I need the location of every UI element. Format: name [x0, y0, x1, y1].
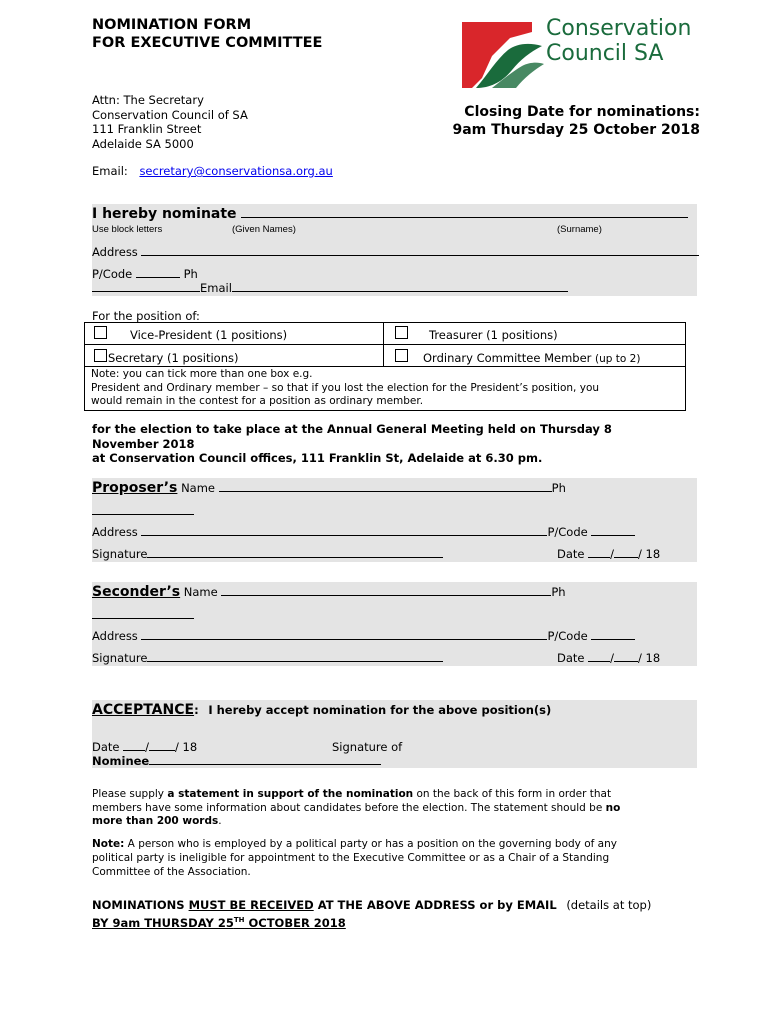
proposer-phone-row — [92, 504, 194, 518]
acceptance-nominee-row: Nominee — [92, 754, 381, 768]
surname-hint: (Surname) — [557, 224, 602, 235]
position-cell-vice-president: Vice-President (1 positions) — [85, 323, 384, 345]
eligibility-note: Note: A person who is employed by a political party or has a position on the governing body of any political party is ineligible for appointment to the Executive Committee or as a Chair of a Standing Committee of the Association. — [92, 838, 617, 878]
proposer-name-field[interactable] — [219, 481, 552, 492]
proposer-signature-row: Signature — [92, 547, 443, 561]
position-cell-secretary: Secretary (1 positions) — [85, 345, 384, 367]
position-cell-treasurer: Treasurer (1 positions) — [384, 323, 686, 345]
proposer-name-row: Proposer’s Name Ph — [92, 480, 566, 496]
nominee-address-field[interactable] — [141, 245, 699, 256]
proposer-address-row: Address P/Code — [92, 525, 635, 539]
nominee-pcode-field[interactable] — [136, 267, 180, 278]
nominee-pcode-row: P/Code Ph — [92, 267, 198, 281]
nominee-name-field[interactable] — [241, 207, 688, 218]
seconder-phone-field[interactable] — [92, 608, 194, 619]
position-label: For the position of: — [92, 309, 200, 323]
position-note: Note: you can tick more than one box e.g. President and Ordinary member – so that if you lost the election for the President’s position, you would remain in the contest for a position as ordinary member. — [85, 367, 686, 411]
nominee-address-row: Address — [92, 245, 699, 259]
seconder-date-row: Date / / 18 — [557, 651, 661, 665]
seconder-date-day[interactable] — [588, 651, 610, 662]
proposer-date-day[interactable] — [588, 547, 610, 558]
seconder-address-field[interactable] — [141, 629, 547, 640]
proposer-signature-field[interactable] — [147, 547, 443, 558]
nominee-email-field[interactable] — [232, 281, 568, 292]
nominate-heading: I hereby nominate — [92, 206, 688, 222]
form-title: NOMINATION FORM FOR EXECUTIVE COMMITTEE — [92, 17, 323, 51]
seconder-pcode-field[interactable] — [591, 629, 635, 640]
acceptance-heading-row: ACCEPTANCE: I hereby accept nomination for the above position(s) — [92, 702, 552, 718]
acceptance-date-month[interactable] — [149, 740, 175, 751]
acceptance-heading: ACCEPTANCE — [92, 702, 195, 718]
nominee-email-row: Email — [92, 281, 568, 295]
checkbox-secretary[interactable] — [94, 349, 107, 362]
statement-paragraph: Please supply a statement in support of the nomination on the back of this form in order that members have some information about candidates before the election. The statement should be no more than 200 words. — [92, 788, 621, 827]
conservation-council-logo — [462, 16, 702, 92]
checkbox-vice-president[interactable] — [94, 326, 107, 339]
submission-notice: NOMINATIONS MUST BE RECEIVED AT THE ABOVE ADDRESS or by EMAIL (details at top) BY 9am THURSDAY 25TH OCTOBER 2018 — [92, 898, 652, 930]
seconder-heading: Seconder’s — [92, 584, 181, 600]
proposer-pcode-field[interactable] — [591, 525, 635, 536]
seconder-phone-row — [92, 608, 194, 622]
email-line: Email: secretary@conservationsa.org.au — [92, 164, 333, 178]
proposer-date-month[interactable] — [614, 547, 638, 558]
position-cell-ordinary: Ordinary Committee Member (up to 2) — [384, 345, 686, 367]
proposer-phone-field[interactable] — [92, 504, 194, 515]
seconder-name-field[interactable] — [221, 585, 551, 596]
acceptance-date-day[interactable] — [123, 740, 145, 751]
checkbox-treasurer[interactable] — [395, 326, 408, 339]
proposer-address-field[interactable] — [141, 525, 547, 536]
election-details: for the election to take place at the Annual General Meeting held on Thursday 8 November 2018 at Conservation Council offices, 111 Franklin St, Adelaide at 6.30 pm. — [92, 422, 612, 465]
given-names-hint: (Given Names) — [232, 224, 296, 235]
email-link[interactable]: secretary@conservationsa.org.au — [139, 164, 333, 178]
position-table — [84, 322, 686, 411]
block-letters-hint: Use block letters — [92, 224, 163, 235]
logo-mark-icon — [462, 16, 546, 92]
mailing-address: Attn: The Secretary Conservation Council of SA 111 Franklin Street Adelaide SA 5000 — [92, 93, 248, 151]
acceptance-date-row: Date / / 18 — [92, 740, 198, 754]
proposer-date-row: Date / / 18 — [557, 547, 661, 561]
nominee-phone-field[interactable] — [92, 281, 200, 292]
closing-date: Closing Date for nominations: 9am Thursday 25 October 2018 — [452, 104, 700, 138]
seconder-signature-field[interactable] — [147, 651, 443, 662]
seconder-date-month[interactable] — [614, 651, 638, 662]
proposer-heading: Proposer’s — [92, 480, 178, 496]
acceptance-signature-label: Signature of — [332, 740, 403, 754]
seconder-address-row: Address P/Code — [92, 629, 635, 643]
seconder-signature-row: Signature — [92, 651, 443, 665]
nominee-signature-field[interactable] — [149, 754, 381, 765]
seconder-name-row: Seconder’s Name Ph — [92, 584, 566, 600]
checkbox-ordinary-member[interactable] — [395, 349, 408, 362]
logo-text: Conservation Council SA — [546, 16, 692, 66]
